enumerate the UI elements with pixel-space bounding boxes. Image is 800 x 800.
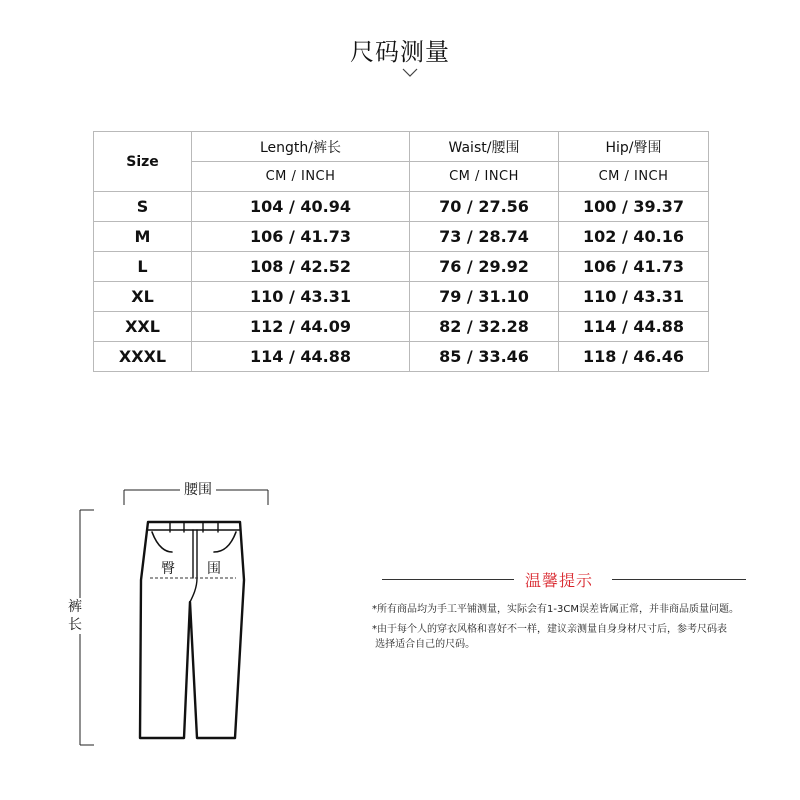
size-cell: S (94, 192, 192, 222)
size-cell: M (94, 222, 192, 252)
hip-cell: 114 / 44.88 (559, 312, 709, 342)
tips-divider-right (612, 579, 746, 580)
length-cell: 110 / 43.31 (192, 282, 410, 312)
hip-cell: 118 / 46.46 (559, 342, 709, 372)
length-label-char: 长 (68, 617, 82, 633)
waist-column-header: Waist/腰围 (410, 132, 559, 162)
hip-label-left: 臀 (161, 561, 175, 577)
waist-cell: 79 / 31.10 (410, 282, 559, 312)
tips-divider-left (382, 579, 514, 580)
hip-label-right: 围 (207, 561, 221, 577)
hip-column-header: Hip/臀围 (559, 132, 709, 162)
length-label (66, 598, 84, 634)
waist-label: 腰围 (180, 479, 216, 499)
size-cell: XL (94, 282, 192, 312)
hip-cell: 106 / 41.73 (559, 252, 709, 282)
tips-title: 温馨提示 (519, 568, 599, 591)
waist-cell: 82 / 32.28 (410, 312, 559, 342)
length-cell: 108 / 42.52 (192, 252, 410, 282)
length-cell: 106 / 41.73 (192, 222, 410, 252)
length-label-char: 裤 (68, 599, 82, 615)
hip-cell: 102 / 40.16 (559, 222, 709, 252)
pants-outline-icon (140, 522, 244, 738)
size-cell: XXXL (94, 342, 192, 372)
waist-cell: 85 / 33.46 (410, 342, 559, 372)
page-title: 尺码测量 (350, 38, 450, 66)
tip-text: *由于每个人的穿衣风格和喜好不一样，建议亲测量自身身材尺寸后，参考尺码表 (372, 624, 727, 635)
size-column-header: Size (94, 132, 192, 192)
size-cell: L (94, 252, 192, 282)
waist-cell: 73 / 28.74 (410, 222, 559, 252)
hip-cell: 110 / 43.31 (559, 282, 709, 312)
size-cell: XXL (94, 312, 192, 342)
waist-cell: 76 / 29.92 (410, 252, 559, 282)
length-unit-header: CM / INCH (192, 162, 410, 192)
waist-unit-header: CM / INCH (410, 162, 559, 192)
hip-unit-header: CM / INCH (559, 162, 709, 192)
pants-measurement-diagram (0, 0, 380, 800)
tip-text: 选择适合自己的尺码。 (372, 639, 476, 650)
length-column-header: Length/裤长 (192, 132, 410, 162)
length-cell: 112 / 44.09 (192, 312, 410, 342)
waist-cell: 70 / 27.56 (410, 192, 559, 222)
chevron-down-icon (402, 68, 418, 78)
length-cell: 104 / 40.94 (192, 192, 410, 222)
hip-cell: 100 / 39.37 (559, 192, 709, 222)
length-cell: 114 / 44.88 (192, 342, 410, 372)
tip-text: *所有商品均为手工平铺测量，实际会有1-3CM误差皆属正常，并非商品质量问题。 (372, 604, 739, 615)
